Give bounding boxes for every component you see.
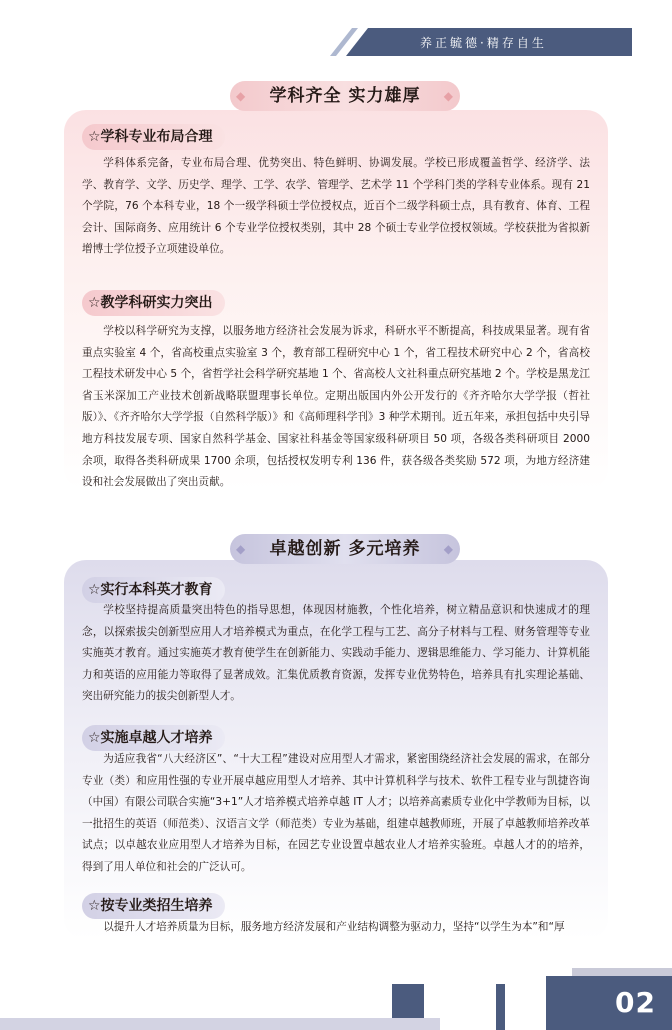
paragraph-discipline-layout: 学科体系完备，专业布局合理、优势突出、特色鲜明、协调发展。学校已形成覆盖哲学、经济学、法学、教育学、文学、历史学、理学、工学、农学、管理学、艺术学 11 个学科门类的学科专业体系。现有 21 个学院，76 个本科专业，18 个一级学科硕士学位授权点，近百个二级学科硕士点，具有教育、体育、工程会计、国际商务、应用统计 6 个专业学位授权类别，其中 28 个硕士专业学位授权领域。学校获批为省拟新增博士学位授予立项建设单位。 bbox=[82, 157, 590, 256]
paragraph-elite-education: 学校坚持提高质量突出特色的指导思想，体现因材施教，个性化培养，树立精品意识和快速成才的理念，以探索拔尖创新型应用人才培养模式为重点，在化学工程与工艺、高分子材料与工程、财务管理等专业实施英才教育。通过实施英才教育使学生在创新能力、实践动手能力、逻辑思维能力、学习能力、计算机能力和英语的应用能力等取得了显著成效。汇集优质教育资源，发挥专业优势特色，培养具有扎实理论基础、突出研究能力的拔尖创新型人才。 bbox=[82, 604, 590, 703]
paragraph-excellence-training: 为适应我省“八大经济区”、“十大工程”建设对应用型人才需求，紧密围绕经济社会发展的需求，在部分专业（类）和应用性强的专业开展卓越应用型人才培养、其中计算机科学与技术、软件工程专业与凯捷咨询（中国）有限公司联合实施“3+1”人才培养模式培养卓越 IT 人才；以培养高素质专业化中学教师为目标，以一批招生的英语（师范类）、汉语言文学（师范类）专业为基础，组建卓越教师班，开展了卓越教师培养改革试点；以卓越农业应用型人才培养为目标，在园艺专业设置卓越农业人才培养实验班。卓越人才的的培养，得到了用人单位和社会的广泛认可。 bbox=[82, 753, 590, 873]
subheading-excellence-training: ☆实施卓越人才培养 bbox=[82, 725, 225, 751]
page-number: 02 bbox=[615, 986, 656, 1019]
footer-slim-bar bbox=[496, 984, 505, 1030]
section-title-disciplines: ◆ 学科齐全 实力雄厚 ◆ bbox=[230, 81, 460, 111]
paragraph-research-strength: 学校以科学研究为支撑，以服务地方经济社会发展为诉求，科研水平不断提高，科技成果显著。现有省重点实验室 4 个，省高校重点实验室 3 个，教育部工程研究中心 1 个，省工程技术研究中心 2 个，省高校工程技术研发中心 5 个，省哲学社会科学研究基地 1 个、省高校人文社科重点研究基地 2 个。学校是黑龙江省玉米深加工产业技术创新战略联盟理事长单位。定期出版国内外公开发行的《齐齐哈尔大学学报（哲社版）》、《齐齐哈尔大学学报（自然科学版）》和《高师理科学刊》3 种学术期刊。近五年来，承担包括中央引导地方科技发展专项、国家自然科学基金、国家社科基金等国家级科研项目 50 项，各级各类科研项目 2000 余项，取得各类科研成果 1700 余项，包括授权发明专利 136 件，获各级各类奖励 572 项，为地方经济建设和社会发展做出了突出贡献。 bbox=[82, 325, 590, 489]
footer-light-bar bbox=[0, 1018, 440, 1030]
subheading-elite-education: ☆实行本科英才教育 bbox=[82, 577, 225, 603]
subheading-category-enrollment: ☆按专业类招生培养 bbox=[82, 893, 225, 919]
subheading-research-strength: ☆教学科研实力突出 bbox=[82, 290, 225, 316]
footer-square-decoration bbox=[392, 984, 424, 1018]
section-title-innovation: ◆ 卓越创新 多元培养 ◆ bbox=[230, 534, 460, 564]
header-motto: 养正毓德·精存自生 bbox=[420, 36, 547, 50]
subheading-discipline-layout: ☆学科专业布局合理 bbox=[82, 124, 225, 150]
paragraph-category-enrollment: 以提升人才培养质量为目标，服务地方经济发展和产业结构调整为驱动力，坚持“以学生为本”和“厚 bbox=[103, 921, 565, 933]
